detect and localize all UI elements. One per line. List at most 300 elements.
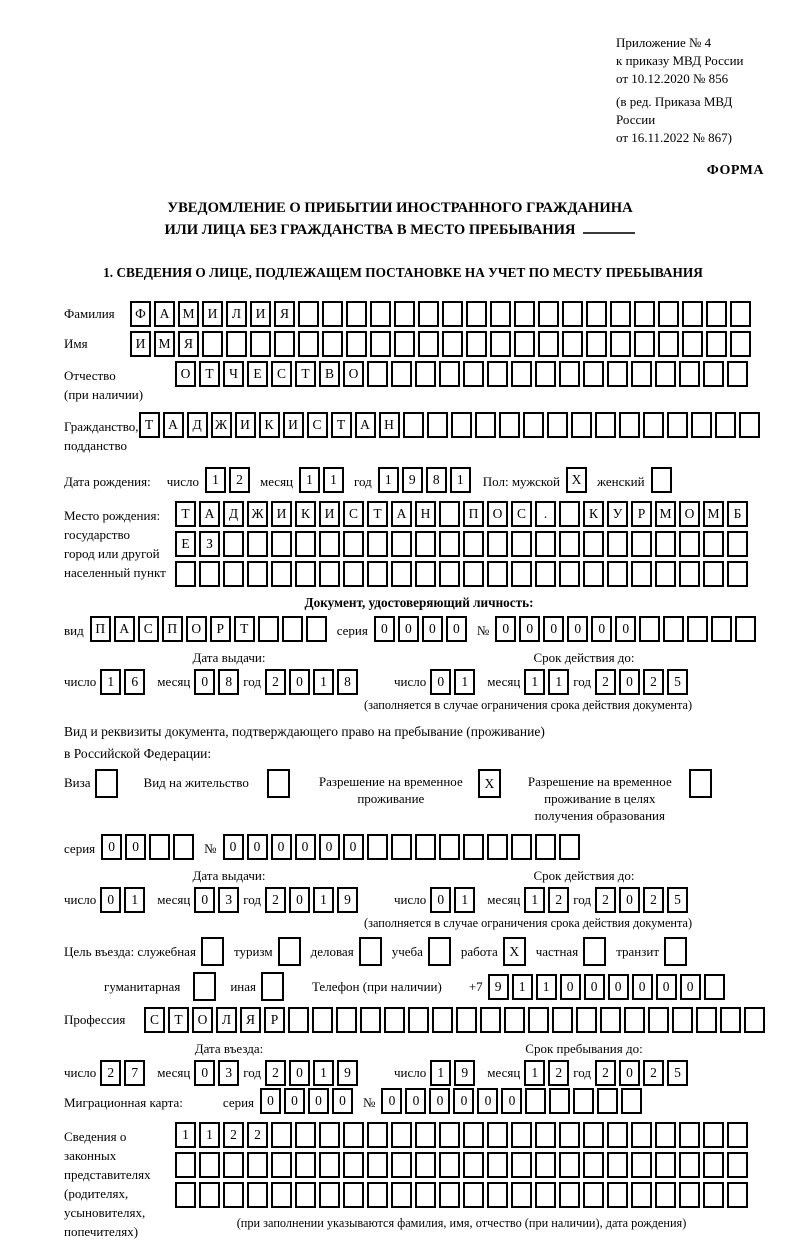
issue-year-cell[interactable]: 2: [265, 669, 286, 695]
patronymic-cell[interactable]: О: [343, 361, 364, 387]
issue-day-cell[interactable]: 6: [124, 669, 145, 695]
birthplace-cell[interactable]: [247, 531, 268, 557]
issue-month-cell[interactable]: 0: [194, 669, 215, 695]
birthplace-cell[interactable]: Т: [175, 501, 196, 527]
stay-year-cell[interactable]: 2: [595, 1060, 616, 1086]
citizenship-cell[interactable]: Н: [379, 412, 400, 438]
patronymic-cell[interactable]: [535, 361, 556, 387]
birthplace-cell[interactable]: К: [583, 501, 604, 527]
birthplace-cell[interactable]: [679, 561, 700, 587]
birthplace-cell[interactable]: [223, 531, 244, 557]
rtv-number-cell[interactable]: [535, 834, 556, 860]
patronymic-cell[interactable]: Ч: [223, 361, 244, 387]
rtv-issue-year-cell[interactable]: 9: [337, 887, 358, 913]
rtv-number-cell[interactable]: 0: [223, 834, 244, 860]
firstname-cell[interactable]: [706, 331, 727, 357]
rtv-valid-day-cell[interactable]: 1: [454, 887, 475, 913]
profession-cell[interactable]: [600, 1007, 621, 1033]
firstname-cell[interactable]: Я: [178, 331, 199, 357]
migcard-number-cell[interactable]: 0: [381, 1088, 402, 1114]
rtv-valid-year-cell[interactable]: 2: [643, 887, 664, 913]
citizenship-cell[interactable]: [691, 412, 712, 438]
purpose-study-box[interactable]: [428, 937, 451, 966]
surname-cell[interactable]: [538, 301, 559, 327]
birthplace-cell[interactable]: Р: [631, 501, 652, 527]
legal-reps-cell[interactable]: [295, 1182, 316, 1208]
legal-reps-cell[interactable]: [439, 1152, 460, 1178]
legal-reps-cell[interactable]: [727, 1122, 748, 1148]
rtv-valid-day-cell[interactable]: 0: [430, 887, 451, 913]
legal-reps-cell[interactable]: [559, 1182, 580, 1208]
stay-day-cell[interactable]: 1: [430, 1060, 451, 1086]
citizenship-cell[interactable]: [667, 412, 688, 438]
patronymic-cell[interactable]: [439, 361, 460, 387]
citizenship-cell[interactable]: [619, 412, 640, 438]
patronymic-cell[interactable]: В: [319, 361, 340, 387]
valid-month-cell[interactable]: 1: [548, 669, 569, 695]
surname-cell[interactable]: [658, 301, 679, 327]
surname-cell[interactable]: И: [202, 301, 223, 327]
birthplace-cell[interactable]: Т: [367, 501, 388, 527]
birthplace-cell[interactable]: [295, 561, 316, 587]
patronymic-cell[interactable]: [583, 361, 604, 387]
phone-digit-cell[interactable]: 9: [488, 974, 509, 1000]
citizenship-cell[interactable]: [715, 412, 736, 438]
legal-reps-cell[interactable]: [271, 1152, 292, 1178]
migcard-series-cell[interactable]: 0: [308, 1088, 329, 1114]
birthplace-cell[interactable]: [295, 531, 316, 557]
citizenship-cell[interactable]: [475, 412, 496, 438]
surname-cell[interactable]: Я: [274, 301, 295, 327]
doc-kind-cell[interactable]: [282, 616, 303, 642]
birthplace-cell[interactable]: [415, 531, 436, 557]
surname-cell[interactable]: [610, 301, 631, 327]
birthplace-cell[interactable]: Д: [223, 501, 244, 527]
birth-month-cell[interactable]: 1: [323, 467, 344, 493]
issue-month-cell[interactable]: 8: [218, 669, 239, 695]
surname-cell[interactable]: [346, 301, 367, 327]
migcard-number-cell[interactable]: 0: [501, 1088, 522, 1114]
birthplace-cell[interactable]: [343, 531, 364, 557]
rtv-issue-month-cell[interactable]: 0: [194, 887, 215, 913]
birthplace-cell[interactable]: [247, 561, 268, 587]
birthplace-cell[interactable]: [391, 531, 412, 557]
birthplace-cell[interactable]: [271, 561, 292, 587]
profession-cell[interactable]: О: [192, 1007, 213, 1033]
doc-kind-cell[interactable]: О: [186, 616, 207, 642]
birthplace-cell[interactable]: [655, 561, 676, 587]
citizenship-cell[interactable]: [571, 412, 592, 438]
birthplace-cell[interactable]: [559, 501, 580, 527]
profession-cell[interactable]: [744, 1007, 765, 1033]
purpose-private-box[interactable]: [583, 937, 606, 966]
valid-month-cell[interactable]: 1: [524, 669, 545, 695]
firstname-cell[interactable]: [490, 331, 511, 357]
legal-reps-cell[interactable]: [391, 1182, 412, 1208]
sex-male-box[interactable]: X: [566, 467, 587, 493]
profession-cell[interactable]: [408, 1007, 429, 1033]
citizenship-cell[interactable]: Д: [187, 412, 208, 438]
legal-reps-cell[interactable]: [583, 1122, 604, 1148]
rtv-valid-year-cell[interactable]: 5: [667, 887, 688, 913]
citizenship-cell[interactable]: А: [163, 412, 184, 438]
legal-reps-cell[interactable]: [199, 1182, 220, 1208]
surname-cell[interactable]: [466, 301, 487, 327]
surname-cell[interactable]: [298, 301, 319, 327]
legal-reps-cell[interactable]: [391, 1122, 412, 1148]
entry-day-cell[interactable]: 2: [100, 1060, 121, 1086]
surname-cell[interactable]: А: [154, 301, 175, 327]
legal-reps-cell[interactable]: [319, 1152, 340, 1178]
rtv-number-cell[interactable]: [415, 834, 436, 860]
rtv-number-cell[interactable]: 0: [271, 834, 292, 860]
rtv-series-cell[interactable]: [149, 834, 170, 860]
profession-cell[interactable]: [432, 1007, 453, 1033]
birthplace-cell[interactable]: Н: [415, 501, 436, 527]
birthplace-cell[interactable]: [703, 531, 724, 557]
valid-year-cell[interactable]: 2: [643, 669, 664, 695]
rtv-series-cell[interactable]: 0: [101, 834, 122, 860]
legal-reps-cell[interactable]: [271, 1182, 292, 1208]
patronymic-cell[interactable]: [607, 361, 628, 387]
legal-reps-cell[interactable]: [727, 1182, 748, 1208]
profession-cell[interactable]: [720, 1007, 741, 1033]
doc-series-cell[interactable]: 0: [422, 616, 443, 642]
doc-kind-cell[interactable]: Р: [210, 616, 231, 642]
visa-box[interactable]: [95, 769, 118, 798]
citizenship-cell[interactable]: И: [235, 412, 256, 438]
surname-cell[interactable]: [418, 301, 439, 327]
entry-month-cell[interactable]: 0: [194, 1060, 215, 1086]
legal-reps-cell[interactable]: [271, 1122, 292, 1148]
doc-kind-cell[interactable]: С: [138, 616, 159, 642]
citizenship-cell[interactable]: [499, 412, 520, 438]
birthplace-cell[interactable]: [271, 531, 292, 557]
legal-reps-cell[interactable]: [463, 1152, 484, 1178]
legal-reps-cell[interactable]: [679, 1122, 700, 1148]
legal-reps-cell[interactable]: [391, 1152, 412, 1178]
legal-reps-cell[interactable]: [631, 1122, 652, 1148]
legal-reps-cell[interactable]: [247, 1152, 268, 1178]
surname-cell[interactable]: И: [250, 301, 271, 327]
rtv-number-cell[interactable]: 0: [343, 834, 364, 860]
doc-number-cell[interactable]: 0: [615, 616, 636, 642]
legal-reps-cell[interactable]: [175, 1152, 196, 1178]
birthplace-cell[interactable]: [727, 561, 748, 587]
firstname-cell[interactable]: М: [154, 331, 175, 357]
firstname-cell[interactable]: [346, 331, 367, 357]
firstname-cell[interactable]: [298, 331, 319, 357]
rtv-issue-year-cell[interactable]: 2: [265, 887, 286, 913]
doc-number-cell[interactable]: 0: [519, 616, 540, 642]
rtv-number-cell[interactable]: 0: [295, 834, 316, 860]
legal-reps-cell[interactable]: [247, 1182, 268, 1208]
doc-kind-cell[interactable]: П: [162, 616, 183, 642]
phone-digit-cell[interactable]: [704, 974, 725, 1000]
legal-reps-cell[interactable]: [535, 1182, 556, 1208]
issue-year-cell[interactable]: 1: [313, 669, 334, 695]
birthplace-cell[interactable]: А: [391, 501, 412, 527]
doc-kind-cell[interactable]: П: [90, 616, 111, 642]
birthplace-cell[interactable]: [343, 561, 364, 587]
birthplace-cell[interactable]: [607, 561, 628, 587]
migcard-number-cell[interactable]: [597, 1088, 618, 1114]
profession-cell[interactable]: [288, 1007, 309, 1033]
firstname-cell[interactable]: [322, 331, 343, 357]
migcard-series-cell[interactable]: 0: [284, 1088, 305, 1114]
birthplace-cell[interactable]: У: [607, 501, 628, 527]
firstname-cell[interactable]: [514, 331, 535, 357]
citizenship-cell[interactable]: [547, 412, 568, 438]
legal-reps-cell[interactable]: 1: [175, 1122, 196, 1148]
firstname-cell[interactable]: [538, 331, 559, 357]
profession-cell[interactable]: [528, 1007, 549, 1033]
legal-reps-cell[interactable]: [343, 1182, 364, 1208]
legal-reps-cell[interactable]: 1: [199, 1122, 220, 1148]
profession-cell[interactable]: С: [144, 1007, 165, 1033]
surname-cell[interactable]: [682, 301, 703, 327]
legal-reps-cell[interactable]: [367, 1152, 388, 1178]
doc-number-cell[interactable]: 0: [591, 616, 612, 642]
firstname-cell[interactable]: [562, 331, 583, 357]
legal-reps-cell[interactable]: [415, 1152, 436, 1178]
patronymic-cell[interactable]: [631, 361, 652, 387]
birth-year-cell[interactable]: 1: [450, 467, 471, 493]
birthplace-cell[interactable]: [391, 561, 412, 587]
citizenship-cell[interactable]: [595, 412, 616, 438]
patronymic-cell[interactable]: О: [175, 361, 196, 387]
legal-reps-cell[interactable]: [343, 1152, 364, 1178]
birthplace-cell[interactable]: [487, 561, 508, 587]
doc-number-cell[interactable]: [663, 616, 684, 642]
birth-year-cell[interactable]: 9: [402, 467, 423, 493]
patronymic-cell[interactable]: [511, 361, 532, 387]
phone-digit-cell[interactable]: 0: [632, 974, 653, 1000]
stay-month-cell[interactable]: 2: [548, 1060, 569, 1086]
profession-cell[interactable]: [456, 1007, 477, 1033]
stay-year-cell[interactable]: 0: [619, 1060, 640, 1086]
firstname-cell[interactable]: [730, 331, 751, 357]
legal-reps-cell[interactable]: [607, 1122, 628, 1148]
issue-year-cell[interactable]: 8: [337, 669, 358, 695]
stay-year-cell[interactable]: 2: [643, 1060, 664, 1086]
birthplace-cell[interactable]: З: [199, 531, 220, 557]
firstname-cell[interactable]: [610, 331, 631, 357]
rtv-number-cell[interactable]: [487, 834, 508, 860]
legal-reps-cell[interactable]: [535, 1152, 556, 1178]
surname-cell[interactable]: Ф: [130, 301, 151, 327]
rtv-number-cell[interactable]: [367, 834, 388, 860]
legal-reps-cell[interactable]: [631, 1152, 652, 1178]
purpose-other-box[interactable]: [261, 972, 284, 1001]
stay-year-cell[interactable]: 5: [667, 1060, 688, 1086]
birthplace-cell[interactable]: П: [463, 501, 484, 527]
migcard-series-cell[interactable]: 0: [332, 1088, 353, 1114]
rtv-issue-day-cell[interactable]: 1: [124, 887, 145, 913]
surname-cell[interactable]: [514, 301, 535, 327]
citizenship-cell[interactable]: [739, 412, 760, 438]
legal-reps-cell[interactable]: [463, 1122, 484, 1148]
profession-cell[interactable]: [576, 1007, 597, 1033]
profession-cell[interactable]: [552, 1007, 573, 1033]
migcard-number-cell[interactable]: [573, 1088, 594, 1114]
sex-female-box[interactable]: [651, 467, 672, 493]
citizenship-cell[interactable]: Ж: [211, 412, 232, 438]
legal-reps-cell[interactable]: [583, 1182, 604, 1208]
legal-reps-cell[interactable]: [535, 1122, 556, 1148]
doc-series-cell[interactable]: 0: [374, 616, 395, 642]
surname-cell[interactable]: [562, 301, 583, 327]
doc-kind-cell[interactable]: [258, 616, 279, 642]
profession-cell[interactable]: [504, 1007, 525, 1033]
legal-reps-cell[interactable]: [319, 1182, 340, 1208]
legal-reps-cell[interactable]: [415, 1182, 436, 1208]
profession-cell[interactable]: [480, 1007, 501, 1033]
migcard-number-cell[interactable]: 0: [405, 1088, 426, 1114]
birth-year-cell[interactable]: 8: [426, 467, 447, 493]
birthplace-cell[interactable]: [727, 531, 748, 557]
patronymic-cell[interactable]: [727, 361, 748, 387]
rtv-issue-year-cell[interactable]: 0: [289, 887, 310, 913]
surname-cell[interactable]: [370, 301, 391, 327]
rtv-number-cell[interactable]: 0: [319, 834, 340, 860]
surname-cell[interactable]: М: [178, 301, 199, 327]
birthplace-cell[interactable]: [559, 531, 580, 557]
birthplace-cell[interactable]: [487, 531, 508, 557]
legal-reps-cell[interactable]: [631, 1182, 652, 1208]
legal-reps-cell[interactable]: [679, 1152, 700, 1178]
valid-year-cell[interactable]: 2: [595, 669, 616, 695]
legal-reps-cell[interactable]: [679, 1182, 700, 1208]
legal-reps-cell[interactable]: [343, 1122, 364, 1148]
doc-number-cell[interactable]: 0: [543, 616, 564, 642]
legal-reps-cell[interactable]: [223, 1152, 244, 1178]
entry-year-cell[interactable]: 1: [313, 1060, 334, 1086]
patronymic-cell[interactable]: [487, 361, 508, 387]
doc-number-cell[interactable]: 0: [495, 616, 516, 642]
firstname-cell[interactable]: [466, 331, 487, 357]
profession-cell[interactable]: [312, 1007, 333, 1033]
legal-reps-cell[interactable]: [463, 1182, 484, 1208]
firstname-cell[interactable]: [658, 331, 679, 357]
valid-day-cell[interactable]: 0: [430, 669, 451, 695]
patronymic-cell[interactable]: Т: [295, 361, 316, 387]
patronymic-cell[interactable]: [367, 361, 388, 387]
birthplace-cell[interactable]: [631, 561, 652, 587]
migcard-number-cell[interactable]: [621, 1088, 642, 1114]
legal-reps-cell[interactable]: 2: [223, 1122, 244, 1148]
surname-cell[interactable]: [706, 301, 727, 327]
profession-cell[interactable]: [672, 1007, 693, 1033]
firstname-cell[interactable]: [586, 331, 607, 357]
residence-permit-box[interactable]: [267, 769, 290, 798]
patronymic-cell[interactable]: [655, 361, 676, 387]
legal-reps-cell[interactable]: [655, 1152, 676, 1178]
legal-reps-cell[interactable]: [439, 1182, 460, 1208]
firstname-cell[interactable]: [226, 331, 247, 357]
birthplace-cell[interactable]: Ж: [247, 501, 268, 527]
valid-year-cell[interactable]: 5: [667, 669, 688, 695]
firstname-cell[interactable]: [634, 331, 655, 357]
temp-residence-box[interactable]: X: [478, 769, 501, 798]
firstname-cell[interactable]: И: [130, 331, 151, 357]
legal-reps-cell[interactable]: [415, 1122, 436, 1148]
birthplace-cell[interactable]: [367, 561, 388, 587]
rtv-number-cell[interactable]: [511, 834, 532, 860]
legal-reps-cell[interactable]: [511, 1122, 532, 1148]
birthplace-cell[interactable]: [415, 561, 436, 587]
rtv-series-cell[interactable]: [173, 834, 194, 860]
legal-reps-cell[interactable]: [199, 1152, 220, 1178]
stay-month-cell[interactable]: 1: [524, 1060, 545, 1086]
birthplace-cell[interactable]: [463, 531, 484, 557]
profession-cell[interactable]: [336, 1007, 357, 1033]
doc-series-cell[interactable]: 0: [398, 616, 419, 642]
phone-digit-cell[interactable]: 0: [656, 974, 677, 1000]
purpose-business-box[interactable]: [359, 937, 382, 966]
legal-reps-cell[interactable]: [367, 1122, 388, 1148]
rtv-valid-year-cell[interactable]: 2: [595, 887, 616, 913]
purpose-official-box[interactable]: [201, 937, 224, 966]
legal-reps-cell[interactable]: [703, 1182, 724, 1208]
surname-cell[interactable]: [442, 301, 463, 327]
patronymic-cell[interactable]: Т: [199, 361, 220, 387]
profession-cell[interactable]: [648, 1007, 669, 1033]
migcard-number-cell[interactable]: [549, 1088, 570, 1114]
birthplace-cell[interactable]: [319, 531, 340, 557]
legal-reps-cell[interactable]: [223, 1182, 244, 1208]
legal-reps-cell[interactable]: [511, 1152, 532, 1178]
birthplace-cell[interactable]: [583, 531, 604, 557]
patronymic-cell[interactable]: [559, 361, 580, 387]
stay-day-cell[interactable]: 9: [454, 1060, 475, 1086]
legal-reps-cell[interactable]: [559, 1152, 580, 1178]
birthplace-cell[interactable]: [439, 501, 460, 527]
birthplace-cell[interactable]: С: [343, 501, 364, 527]
profession-cell[interactable]: Р: [264, 1007, 285, 1033]
legal-reps-cell[interactable]: [295, 1152, 316, 1178]
valid-day-cell[interactable]: 1: [454, 669, 475, 695]
birthplace-cell[interactable]: [511, 561, 532, 587]
temp-residence-education-box[interactable]: [689, 769, 712, 798]
birthplace-cell[interactable]: Е: [175, 531, 196, 557]
migcard-number-cell[interactable]: 0: [453, 1088, 474, 1114]
birthplace-cell[interactable]: [223, 561, 244, 587]
legal-reps-cell[interactable]: [703, 1152, 724, 1178]
phone-digit-cell[interactable]: 0: [560, 974, 581, 1000]
rtv-number-cell[interactable]: 0: [247, 834, 268, 860]
surname-cell[interactable]: Л: [226, 301, 247, 327]
birthplace-cell[interactable]: [535, 531, 556, 557]
birthplace-cell[interactable]: [463, 561, 484, 587]
profession-cell[interactable]: [624, 1007, 645, 1033]
legal-reps-cell[interactable]: [319, 1122, 340, 1148]
legal-reps-cell[interactable]: [487, 1152, 508, 1178]
profession-cell[interactable]: Т: [168, 1007, 189, 1033]
birthplace-cell[interactable]: Б: [727, 501, 748, 527]
birth-day-cell[interactable]: 1: [205, 467, 226, 493]
birthplace-cell[interactable]: [607, 531, 628, 557]
firstname-cell[interactable]: [442, 331, 463, 357]
citizenship-cell[interactable]: [451, 412, 472, 438]
migcard-series-cell[interactable]: 0: [260, 1088, 281, 1114]
doc-number-cell[interactable]: [711, 616, 732, 642]
phone-digit-cell[interactable]: 1: [512, 974, 533, 1000]
legal-reps-cell[interactable]: [655, 1122, 676, 1148]
birthplace-cell[interactable]: М: [703, 501, 724, 527]
rtv-issue-month-cell[interactable]: 3: [218, 887, 239, 913]
phone-digit-cell[interactable]: 0: [584, 974, 605, 1000]
